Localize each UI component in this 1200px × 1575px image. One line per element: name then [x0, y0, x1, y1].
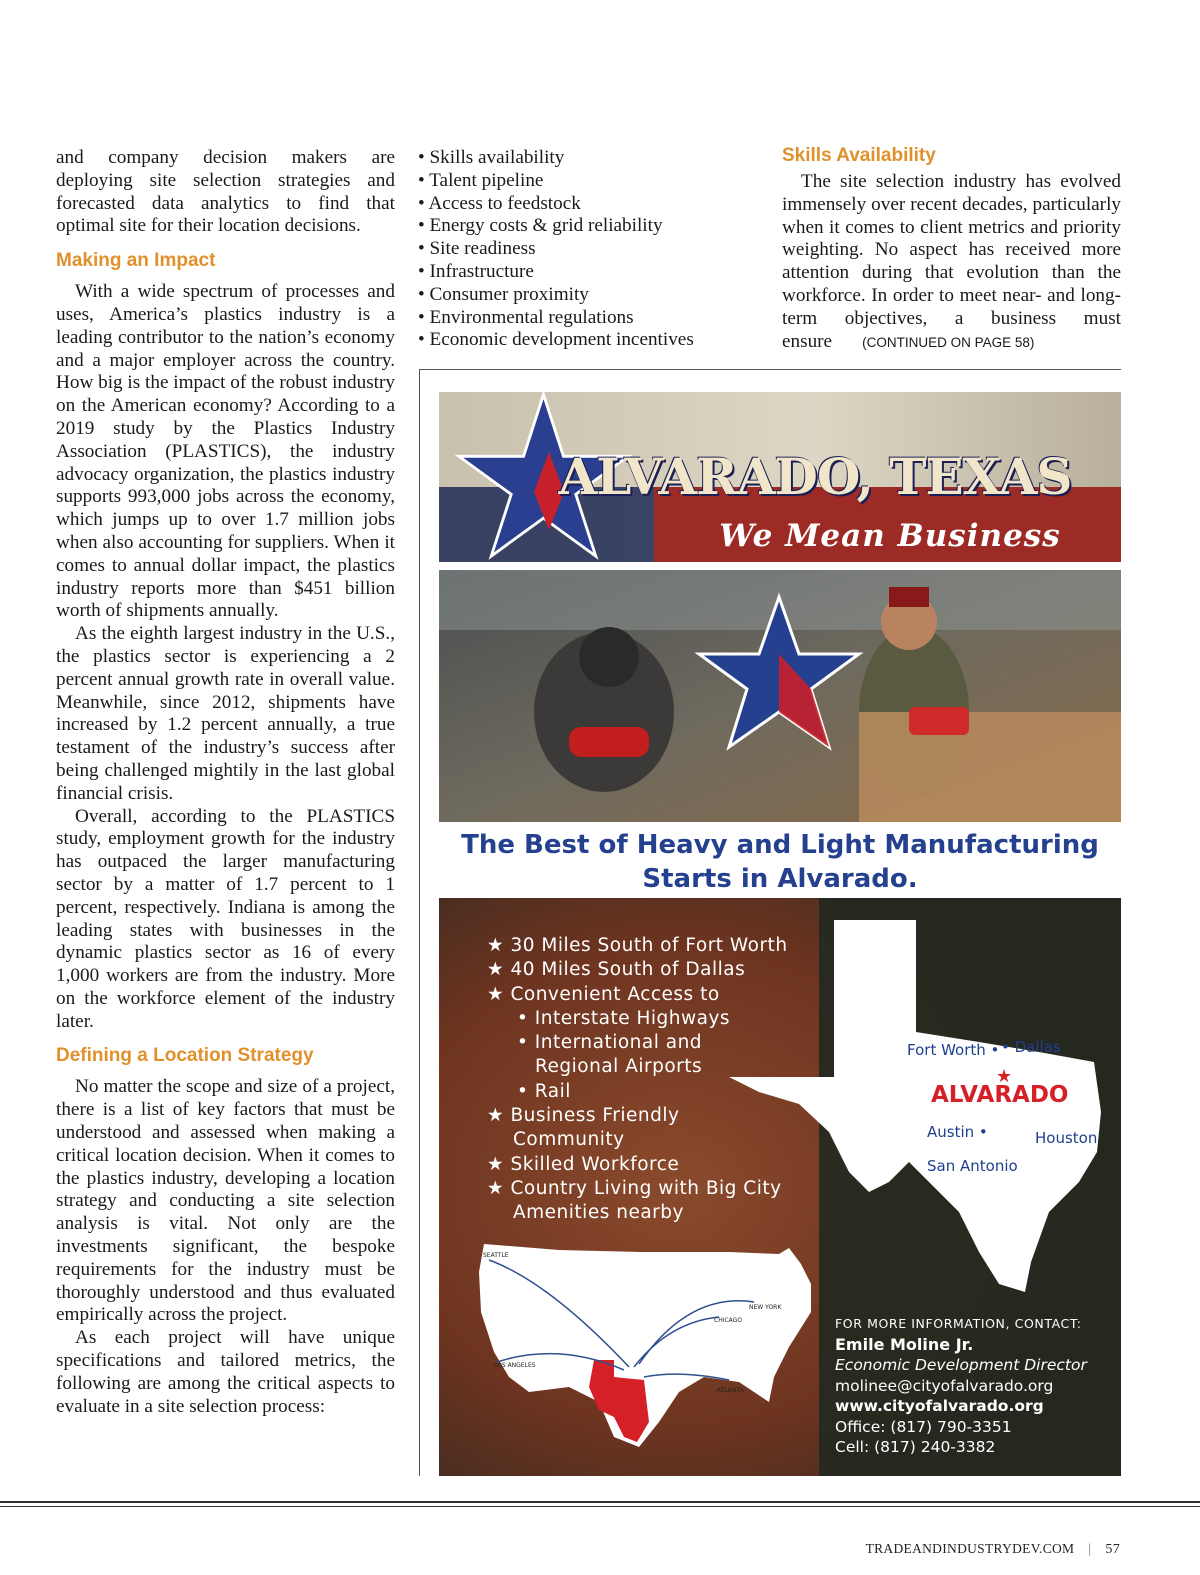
list-item: • Infrastructure — [418, 260, 534, 282]
feature-list — [487, 934, 817, 1226]
contact-label: FOR MORE INFORMATION, CONTACT: — [835, 1316, 1082, 1331]
ad-top-rule — [419, 369, 1121, 370]
feature-subitem: Regional Airports — [535, 1056, 703, 1078]
contact-cell-phone: Cell: (817) 240-3382 — [835, 1438, 996, 1456]
list-item: • Access to feedstock — [418, 192, 581, 214]
us-map-label: ATLANTA — [717, 1387, 744, 1394]
paragraph: As the eighth largest industry in the U.S., the plastics sector is experiencing a 2 percent annual growth rate in overall value. Meanwhile, since 2012, shipments have increased by 1.2 percent annually, a true testament of the industry’s success after being challenged mightily in the last global financial crisis. — [56, 623, 395, 804]
feature-item: ★ Convenient Access to — [487, 983, 720, 1005]
list-item: • Talent pipeline — [418, 169, 544, 191]
list-item: • Skills availability — [418, 147, 565, 168]
section-heading: Making an Impact — [56, 250, 216, 272]
map-label-houston: Houston — [1035, 1129, 1098, 1147]
feature-item: ★ Skilled Workforce — [487, 1153, 680, 1175]
contact-email[interactable]: molinee@cityofalvarado.org — [835, 1376, 1054, 1395]
paragraph-text: The site selection industry has evolved immensely over recent decades, particularly when it comes to client metrics and priority weighting. No aspect has received more attention during that evolution than the workforce. In order to meet near- and long-term objectives, a business must ensure — [782, 171, 1121, 352]
feature-item-continued: Amenities nearby — [513, 1202, 684, 1224]
ad-headline-line: Starts in Alvarado. — [642, 864, 918, 894]
paragraph: As each project will have unique specifications and tailored metrics, the following are among the critical aspects to evaluate in a site selection process: — [56, 1327, 395, 1417]
footer-site: TRADEANDINDUSTRYDEV.COM — [865, 1541, 1075, 1556]
feature-item: ★ 30 Miles South of Fort Worth — [487, 935, 788, 956]
contact-name: Emile Moline Jr. — [835, 1334, 974, 1354]
article-column-1 — [56, 147, 395, 1418]
section-heading: Skills Availability — [782, 145, 936, 166]
article-column-3 — [782, 147, 1121, 354]
page-number: 57 — [1105, 1542, 1120, 1557]
list-item: • Consumer proximity — [418, 283, 589, 305]
factor-list — [418, 147, 748, 352]
us-map-label: NEW YORK — [749, 1304, 782, 1311]
feature-item: ★ Business Friendly — [487, 1105, 680, 1127]
list-item: • Environmental regulations — [418, 306, 634, 328]
ad-title: ALVARADO, TEXAS — [558, 447, 1072, 506]
feature-item: ★ Country Living with Big City — [487, 1177, 782, 1199]
section-heading: Defining a Location Strategy — [56, 1045, 314, 1067]
feature-subitem: • Rail — [517, 1080, 571, 1102]
us-map-label: CHICAGO — [714, 1317, 743, 1324]
map-label-san-antonio: San Antonio — [927, 1157, 1018, 1175]
contact-office-phone: Office: (817) 790-3351 — [835, 1417, 1012, 1436]
article-column-2 — [418, 147, 748, 352]
ad-headline-line: The Best of Heavy and Light Manufacturing — [461, 830, 1099, 860]
page-footer — [866, 1541, 1120, 1558]
footer-rule — [0, 1506, 1200, 1507]
paragraph: No matter the scope and size of a project, there is a list of key factors that must be understood and assessed when making a critical location decision. When it comes to the plastics industry, developing a location strategy and conducting a site selection analysis is vital. Not only are the investments significant, the bespoke requirements for the industry must be thoroughly understood and thus evaluated empirically across the project. — [56, 1076, 395, 1326]
ad-tagline: We Mean Business — [719, 518, 1061, 554]
list-item: • Site readiness — [418, 238, 536, 260]
footer-rule — [0, 1501, 1200, 1503]
contact-block — [835, 1314, 1115, 1458]
paragraph — [782, 171, 1121, 354]
us-map-label: LOS ANGELES — [494, 1362, 536, 1369]
ad-headline — [439, 828, 1121, 896]
contact-title: Economic Development Director — [835, 1356, 1087, 1374]
feature-item-continued: Community — [513, 1129, 625, 1151]
paragraph: Overall, according to the PLASTICS study, employment growth for the industry has outpaced the larger manufacturing sector by a matter of 1.7 percent to 1 percent, respectively. Indiana is among the leading states with businesses in the dynamic plastics sector as 16 of every 1,000 workers are from the industry. More on the workforce element of the industry later. — [56, 805, 395, 1032]
paragraph: and company decision makers are deploying site selection strategies and forecasted data analytics to find that optimal site for their location decisions. — [56, 147, 395, 237]
map-label-alvarado: ALVARADO — [931, 1082, 1069, 1108]
continued-note: (CONTINUED ON PAGE 58) — [862, 334, 1035, 350]
footer-separator: | — [1088, 1541, 1092, 1556]
us-map-label: SEATTLE — [483, 1252, 509, 1259]
paragraph: With a wide spectrum of processes and uses, America’s plastics industry is a leading contributor to the nation’s economy and a major employer across the country. How big is the impact of the robust industry on the American economy? According to a 2019 study by the Plastics Industry Association (PLASTICS), the industry advocacy organization, the plastics industry supports 993,000 jobs across the economy, which jumps up to over 1.7 million jobs when also accounting for suppliers. When it comes to annual dollar impact, the plastics industry reports more than $451 billion worth of shipments annually. — [56, 281, 395, 622]
alvarado-advertisement — [439, 392, 1121, 1476]
contact-website[interactable]: www.cityofalvarado.org — [835, 1397, 1044, 1415]
svg-text:★: ★ — [996, 1066, 1013, 1087]
feature-subitem: • Interstate Highways — [517, 1007, 731, 1029]
feature-subitem: • International and — [517, 1032, 703, 1054]
map-label-fort-worth: Fort Worth • — [907, 1041, 1000, 1059]
list-item: • Economic development incentives — [418, 329, 694, 351]
map-label-dallas: • Dallas — [1001, 1038, 1061, 1056]
list-item: • Energy costs & grid reliability — [418, 215, 663, 237]
ad-left-rule — [419, 369, 420, 1476]
map-label-austin: Austin • — [927, 1123, 988, 1141]
feature-item: ★ 40 Miles South of Dallas — [487, 959, 746, 981]
